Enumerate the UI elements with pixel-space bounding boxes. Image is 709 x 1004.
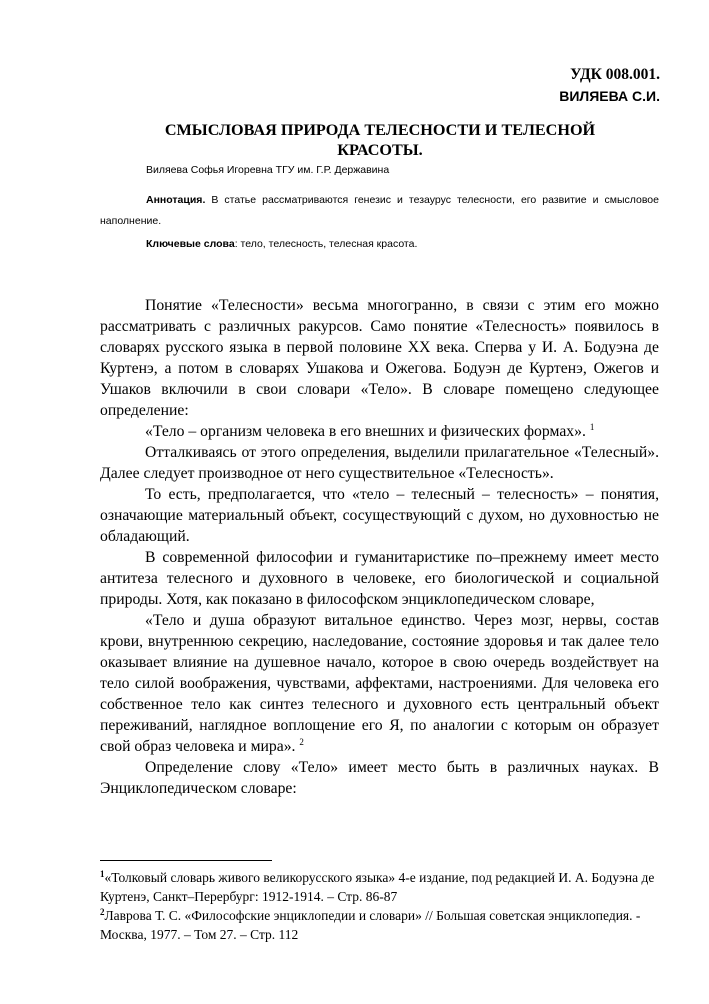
footnote-1-text: «Толковый словарь живого великорусского языка» 4-е издание, под редакцией И. А. Бодуэна де Куртенэ, Санкт–Перербург: 1912-1914. – Стр. 86-87	[100, 870, 655, 904]
abstract	[100, 190, 659, 232]
udk-code: УДК 008.001.	[570, 66, 660, 83]
paragraph-6-quote	[100, 610, 659, 757]
title-line-1: СМЫСЛОВАЯ ПРИРОДА ТЕЛЕСНОСТИ И ТЕЛЕСНОЙ	[164, 121, 596, 139]
footnote-1	[100, 868, 660, 906]
paragraph-3: Отталкиваясь от этого определения, выделили прилагательное «Телесный». Далее следует производное от него существительное «Телесность».	[100, 444, 659, 482]
paragraph-7: Определение слову «Тело» имеет место быть в различных науках. В Энциклопедическом словаре:	[100, 759, 659, 797]
article-body	[100, 295, 659, 799]
keywords-label: Ключевые слова	[146, 238, 235, 250]
footnote-2-text: Лаврова Т. С. «Философские энциклопедии и словари» // Большая советская энциклопедия. - Москва, 1977. – Том 27. – Стр. 112	[100, 908, 641, 942]
quote-2-text: «Тело и душа образуют витальное единство. Через мозг, нервы, состав крови, внутреннюю секрецию, наследование, состояние здоровья и так далее тело оказывает влияние на душевное начало, которое в свою очередь воздействует на тело силой воображения, чувствами, аффектами, настроениями. Для человека его собственное тело как синтез телесного и духовного есть центральный объект переживаний, наглядное воплощение его Я, по аналогии с которым он образует свой образ человека и мира».	[100, 612, 659, 755]
footnotes	[100, 868, 660, 944]
footnote-divider	[100, 860, 272, 861]
footnote-2-number: 2	[100, 907, 105, 917]
quote-1-text: «Тело – организм человека в его внешних и физических формах».	[145, 423, 590, 440]
footnote-ref-1[interactable]: 1	[589, 422, 595, 432]
paragraph-2-quote	[100, 421, 659, 442]
keywords-text: : тело, телесность, телесная красота.	[234, 238, 418, 250]
author-affiliation: Виляева Софья Игоревна ТГУ им. Г.Р. Державина	[146, 164, 390, 176]
author-header: ВИЛЯЕВА С.И.	[559, 88, 660, 104]
footnote-ref-2[interactable]: 2	[299, 737, 304, 747]
keywords	[146, 238, 417, 250]
paragraph-4: То есть, предполагается, что «тело – телесный – телесность» – понятия, означающие материальный объект, сосуществующий с духом, но духовностью не обладающий.	[100, 486, 659, 545]
abstract-text: В статье рассматриваются генезис и тезаурус телесности, его развитие и смысловое наполнение.	[100, 194, 659, 227]
abstract-label: Аннотация.	[146, 194, 206, 206]
footnote-2	[100, 906, 660, 944]
title-line-2: КРАСОТЫ.	[337, 141, 423, 159]
paragraph-5: В современной философии и гуманитаристике по–прежнему имеет место антитеза телесного и духовного в человеке, его биологической и социальной природы. Хотя, как показано в философском энциклопедическом словаре,	[100, 549, 659, 608]
paragraph-1: Понятие «Телесности» весьма многогранно, в связи с этим его можно рассматривать с различных ракурсов. Само понятие «Телесность» появилось в словарях русского языка в первой половине XX века. Сперва у И. А. Бодуэна де Куртенэ, а потом в словарях Ушакова и Ожегова. Бодуэн де Куртенэ, Ожегов и Ушаков включили в свои словари «Тело». В словаре помещено следующее определение:	[100, 297, 659, 419]
footnote-1-number: 1	[100, 869, 105, 879]
article-title	[100, 120, 660, 160]
